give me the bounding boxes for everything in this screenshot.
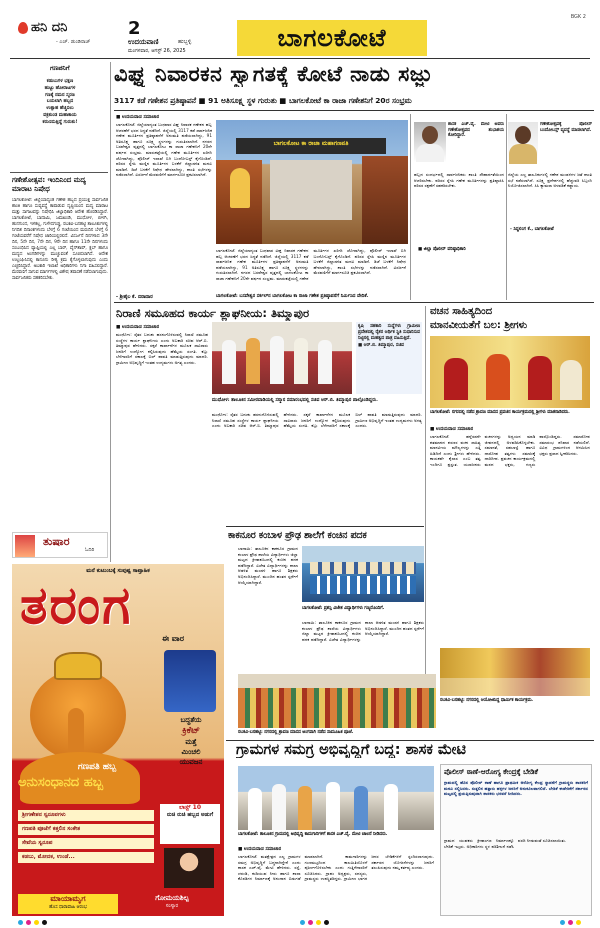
crowd-photo <box>238 674 436 728</box>
maya-box <box>18 894 118 914</box>
lead-body-col1: ಬಾಗಲಕೋಟೆ: ಜಿಲ್ಲೆಯಾದ್ಯಂತ ಬುಧವಾರ ವಿಘ್ನ ನಿವಾರಕ ಗಣೇಶನ ಹಬ್ಬ ಆಚರಣೆಗೆ ಭರದ ಸಿದ್ಧತೆ ನಡೆದಿದೆ. ಜಿಲ್ಲೆಯಲ್ಲಿ 3117 ಕಡೆ ಸಾರ್ವಜನಿಕ ಗಣೇಶ ಮೂರ್ತಿಗಳ ಪ್ರತಿಷ್ಠಾಪನೆಗೆ ಅನುಮತಿ ಪಡೆಯಲಾಗಿದ್ದು, 91 ಅತಿಸೂಕ್ಷ್ಮ ಹಾಗೂ ಸೂಕ್ಷ್ಮ ಸ್ಥಳಗಳನ್ನು ಗುರುತಿಸಲಾಗಿದೆ. ನಗರದ ಬಸವೇಶ್ವರ ವೃತ್ತದಲ್ಲಿ ಬಾಗಲಕೋಟ ಕಾ ರಾಜಾ ಗಣೇಶನಿಗೆ 20ನೇ ವರ್ಷದ ಸಂಭ್ರಮ. ಮಾರುಕಟ್ಟೆಯಲ್ಲಿ ಗಣೇಶ ಮೂರ್ತಿಗಳ ಖರೀದಿ ಜೋರಾಗಿದ್ದು, ಪೊಲೀಸ್ ಇಲಾಖೆ ಬಿಗಿ ಬಂದೋಬಸ್ತ್ ಕೈಗೊಂಡಿದೆ. ಪರಿಸರ ಸ್ನೇಹಿ ಮಣ್ಣಿನ ಮೂರ್ತಿಗಳ ಬಳಕೆಗೆ ಜಿಲ್ಲಾಡಳಿತ ಮನವಿ ಮಾಡಿದೆ. ಡಿಜೆ ಬಳಕೆಗೆ ನಿಷೇಧ ಹೇರಲಾಗಿದ್ದು, ಶಾಂತಿ ಸಭೆಗಳನ್ನು ನಡೆಸಲಾಗಿದೆ. ವಿಸರ್ಜನೆ ಮೆರವಣಿಗೆಗೆ ಮಾರ್ಗಸೂಚಿ ಪ್ರಕಟಿಸಲಾಗಿದೆ. <box>116 122 212 178</box>
officer-body: ಜಿಲ್ಲೆಯ ಎಲ್ಲ ತಾಲೂಕುಗಳಲ್ಲಿ ಗಣೇಶ ಮಂಡಳಿಗಳ ಜತೆ ಶಾಂತಿ ಸಭೆ ನಡೆಸಲಾಗಿದೆ. ಸೂಕ್ಷ್ಮ ಪ್ರದೇಶಗಳಲ್ಲಿ ಹೆಚ್ಚುವರಿ ಸಿಬ್ಬಂದಿ ನಿಯೋಜಿಸಲಾಗಿದೆ. ಸಿಸಿ ಕ್ಯಾಮರಾ ಅಳವಡಿಕೆ ಕಡ್ಡಾಯ. <box>508 172 592 189</box>
mla-caption: ಶಾಸಕ ಎಚ್.ವೈ. ಮೇಟಿ ಅವರು ಗಣೇಶೋತ್ಸವದ ಶುಭಾಶಯ ಕೋರಿದ್ದಾರೆ. <box>448 122 504 139</box>
feature-item: ಕಡಬು, ಮೋದಕ, ಉಂಡೆ... <box>18 852 154 863</box>
poem-line: ಹುಟ್ಟು ಹೋರಾಟಗಳ <box>44 85 76 91</box>
cricket-line: ಯುವಜನ <box>179 758 203 766</box>
officer-caption: ಗಣೇಶೋತ್ಸವಕ್ಕೆ ಪೊಲೀಸ್ ಬಂದೋಬಸ್ತ್ ವ್ಯವಸ್ಥೆ ಮಾಡಲಾಗಿದೆ. <box>540 122 592 133</box>
kanchana-caption: ಬಾಗಲಕೋಟೆ: ಪ್ರಶಸ್ತಿ ವಿಜೇತ ವಿದ್ಯಾರ್ಥಿಗಳು ಗಣ್ಯರೊಂದಿಗೆ. <box>302 606 385 611</box>
mid-quote: ಕೃಷಿ ಸಹಕಾರಿ ಸಂಸ್ಥೆಗಳು ಗ್ರಾಮೀಣ ಪ್ರದೇಶದಲ್ಲಿ ರೈತರ ಆರ್ಥಿಕ ಸ್ಥಿತಿ ಸುಧಾರಿಸುವ ನಿಟ್ಟಿನಲ್ಲಿ ಮಹತ್ವದ ಪಾತ್ರ ವಹಿಸುತ್ತಿವೆ. <box>358 324 420 341</box>
water-drop-icon <box>18 22 28 34</box>
section-banner-title: ಬಾಗಲಕೋಟೆ <box>277 24 387 52</box>
poem-title: ಗಣಪನಿಗೆ <box>50 64 70 72</box>
feature-item: ಗಣಪತಿ ಪೂಜೆಗೆ ಕತ್ತಲಿನ ಸಂಕೇತ <box>18 824 154 835</box>
last10-promo <box>160 804 220 844</box>
ganapati-big-title: ಅನುಸಂಧಾನದ ಹಬ್ಬ <box>18 775 104 790</box>
left-story-body: ಬಾಗಲಕೋಟೆ: ಜಿಲ್ಲೆಯಾದ್ಯಂತ ಗಣೇಶ ಹಬ್ಬದ ಪ್ರಯುಕ್ತ ಸಾರ್ವಜನಿಕ ಶಾಂತಿ ಹಾಗೂ ಸುವ್ಯವಸ್ಥೆ ಕಾಪಾಡುವ ದೃಷ್ಟಿಯಿಂದ ಮದ್ಯ ಮಾರಾಟ ಮತ್ತು ಸಾಗಾಟವನ್ನು ನಿಷೇಧಿಸಿ ಜಿಲ್ಲಾಧಿಕಾರಿ ಆದೇಶ ಹೊರಡಿಸಿದ್ದಾರೆ. ಬಾಗಲಕೋಟೆ, ಬಾದಾಮಿ, ಜಮಖಂಡಿ, ಮುಧೋಳ, ಬೀಳಗಿ, ಹುನಗುಂದ, ಇಳಕಲ್ಲ, ಗುಳೇದಗುಡ್ಡ, ರಬಕವಿ-ಬನಹಟ್ಟಿ ತಾಲೂಕುಗಳಲ್ಲಿ ನಿಗದಿತ ದಿನಾಂಕಗಳಂದು ಬೆಳಗ್ಗೆ 6 ಗಂಟೆಯಿಂದ ಮರುದಿನ ಬೆಳಗ್ಗೆ 6 ಗಂಟೆಯವರೆಗೆ ನಿಷೇಧ ಜಾರಿಯಲ್ಲಿರಲಿದೆ. ವಿಸರ್ಜನೆ ದಿನಗಳಾದ 3ನೇ ದಿನ, 5ನೇ ದಿನ, 7ನೇ ದಿನ, 9ನೇ ದಿನ ಹಾಗೂ 11ನೇ ದಿನಗಳಂದು ಸಂಬಂಧಿಸಿದ ವ್ಯಾಪ್ತಿಯಲ್ಲಿ ಎಲ್ಲ ಬಾರ್, ವೈನ್‌ಶಾಪ್, ಕ್ಲಬ್ ಹಾಗೂ ಮದ್ಯದ ಅಂಗಡಿಗಳನ್ನು ಮುಚ್ಚುವಂತೆ ಸೂಚಿಸಲಾಗಿದೆ. ಆದೇಶ ಉಲ್ಲಂಘಿಸಿದಲ್ಲಿ ಕಾನೂನು ರೀತ್ಯ ಕ್ರಮ ಕೈಗೊಳ್ಳಲಾಗುವುದು ಎಂದು ಎಚ್ಚರಿಸಿದ್ದಾರೆ. ಅಬಕಾರಿ ಇಲಾಖೆ ಅಧಿಕಾರಿಗಳು ನಿಗಾ ವಹಿಸಲಿದ್ದಾರೆ. ಮೆರವಣಿಗೆ ಸಾಗುವ ಮಾರ್ಗಗಳಲ್ಲಿ ವಿಶೇಷ ತಪಾಸಣೆ ನಡೆಸಲಾಗುವುದು. ಸಾರ್ವಜನಿಕರು ಸಹಕರಿಸಬೇಕು. <box>12 198 108 281</box>
gome-subtitle: ಸಂಸ್ಕಾರ <box>165 903 179 909</box>
kanchana-headline: ಕಾಕನೂರ ಕಂಬಾಳ ಪ್ರೌಢ ಶಾಲೆಗೆ ಕಂಚಿನ ಪದಕ <box>228 530 367 541</box>
mla-byline: ■ ಜಿಲ್ಲಾ ಪೊಲೀಸ್ ವರಿಷ್ಠಾಧಿಕಾರಿ <box>418 247 466 252</box>
lead-headline: ವಿಘ್ನ ನಿವಾರಕನ ಸ್ವಾಗತಕ್ಕೆ ಕೋಟೆ ನಾಡು ಸಜ್ಜು <box>114 62 433 86</box>
issue-date: ಮಂಗಳವಾರ, ಆಗಸ್ಟ್ 26, 2025 <box>128 48 186 54</box>
lead-photo <box>216 120 408 244</box>
mid-photo-caption: ಮುಧೋಳ: ತಾಲೂಕಿನ ಸಮೀರವಾಡಿಯಲ್ಲಿ ಸನ್ಮಾನ ಸಮಾರಂಭದಲ್ಲಿ ಸಚಿವ ಆರ್.ಬಿ. ತಿಮ್ಮಾಪುರ ಪಾಲ್ಗೊಂಡಿದ್ದರು. <box>212 398 378 403</box>
brand-subtitle: - ಎಚ್. ಡುಂಡಿರಾಜ್ <box>56 39 91 45</box>
lead-byline: - ಶ್ರೀಶೈಲ ಕೆ. ಬಿರಾದಾರ <box>116 295 153 300</box>
brand-title: ಹನಿ ದನಿ <box>31 20 68 35</box>
cricket-line: ಮತ್ತೆ <box>185 738 197 746</box>
page-number: 2 <box>128 18 141 39</box>
tushara-cover <box>15 535 35 557</box>
taranga-tagline: ಮನೆ ಕುಟುಂಬಕ್ಕೆ ಸುಪುಷ್ಟ ಸಾಪ್ತಾಹಿಕ <box>86 568 150 574</box>
vachana-photo-2 <box>440 648 590 696</box>
feature-list <box>18 810 154 866</box>
poem-line: ಉತ್ಸಾಹ ಹೆಚ್ಚಿಸಲು <box>46 106 74 112</box>
page-code: BGK 2 <box>570 14 586 20</box>
tushara-ad <box>12 532 108 558</box>
officer-byline: - ಸಿದ್ದಲಿಂಗ ಕೆ., ಬಾಗಲಕೋಟೆ <box>510 227 554 232</box>
registration-marks <box>0 918 600 928</box>
last10-label: ಲಾಸ್ಟ್ 10 <box>178 804 201 811</box>
taranga-issue: ಈ ವಾರ <box>162 634 184 643</box>
officer-photo <box>508 122 538 164</box>
poem-line: ಕಡುಬುಗಳ ಭಕ್ಷಣ <box>46 79 74 84</box>
police-headline: ಪೊಲೀಸ್ ಠಾಣೆ-ಆರೋಗ್ಯ ಕೇಂದ್ರಕ್ಕೆ ಬೇಡಿಕೆ <box>444 768 538 776</box>
cricket-line: ಬದ್ಧತೆಯ <box>180 716 202 724</box>
taranga-ad <box>12 564 224 916</box>
left-story-headline: ಗಣೇಶೋತ್ಸವ: ಇಂದಿನಿಂದ ಮದ್ಯ ಮಾರಾಟ ನಿಷೇಧ <box>12 176 86 193</box>
feature-item: ಸೇವೆಯ ಸ್ವರೂಪ <box>18 838 154 849</box>
mid-quote-box <box>356 322 422 394</box>
vachana-headline-1: ವಚನ ಸಾಹಿತ್ಯದಿಂದ <box>430 306 493 317</box>
lead-subhead: 3117 ಕಡೆ ಗಣೇಶನ ಪ್ರತಿಷ್ಠಾಪನೆ ■ 91 ಅತಿಸೂಕ್ಷ್ಮ ಸ್ಥಳ ಗುರುತು ■ ಬಾಗಲಕೋಟೆ ಕಾ ರಾಜಾ ಗಣೇಶನಿಗೆ 20ರ ಸಂಭ್ರಮ <box>114 96 412 105</box>
feature-item: ಶ್ರೀಗಣೇಶನ ಸ್ವರೂಪಗಳು <box>18 810 154 821</box>
cricket-promo <box>160 650 222 802</box>
section-banner <box>237 20 427 56</box>
mid-body-col2: ಮುಧೋಳ: ರೈತರ ಬದುಕು ಹಸನುಗೊಳಿಸುವಲ್ಲಿ ನಿರಾಣಿ ಸಮೂಹ ಸಂಸ್ಥೆಗಳ ಕಾರ್ಯ ಶ್ಲಾಘನೀಯ ಎಂದು ಅಬಕಾರಿ ಸಚಿವ ಆರ್.ಬಿ. ತಿಮ್ಮಾಪುರ ಹೇಳಿದರು. ಸಕ್ಕರೆ ಕಾರ್ಖಾನೆಗಳ ಮೂಲಕ ಸಾವಿರಾರು ಜನರಿಗೆ ಉದ್ಯೋಗ ಕಲ್ಪಿಸಿರುವುದು ಹೆಮ್ಮೆಯ ಸಂಗತಿ. ಕಬ್ಬು ಬೆಳೆಗಾರರಿಗೆ ಸಕಾಲಕ್ಕೆ ಬಿಲ್ ಪಾವತಿ ಮಾಡುತ್ತಿರುವುದು ಮಾದರಿ. ಗ್ರಾಮೀಣ ಅಭಿವೃದ್ಧಿಗೆ ಇಂತಹ ಉದ್ಯಮಗಳು ಅಗತ್ಯ ಎಂದರು. <box>212 412 422 429</box>
cricketer-photo <box>164 650 216 712</box>
cricket-line: ಮಿಂಚಲಿ <box>181 748 201 756</box>
masthead <box>0 0 600 58</box>
brand-block <box>18 20 118 50</box>
maya-subtitle: ಹೊಸ ಧಾರಾವಾಹಿ ಆರಂಭ <box>49 905 87 910</box>
poem-box <box>12 62 108 170</box>
lead-body-col2: ಬಾಗಲಕೋಟೆ: ಜಿಲ್ಲೆಯಾದ್ಯಂತ ಬುಧವಾರ ವಿಘ್ನ ನಿವಾರಕ ಗಣೇಶನ ಹಬ್ಬ ಆಚರಣೆಗೆ ಭರದ ಸಿದ್ಧತೆ ನಡೆದಿದೆ. ಜಿಲ್ಲೆಯಲ್ಲಿ 3117 ಕಡೆ ಸಾರ್ವಜನಿಕ ಗಣೇಶ ಮೂರ್ತಿಗಳ ಪ್ರತಿಷ್ಠಾಪನೆಗೆ ಅನುಮತಿ ಪಡೆಯಲಾಗಿದ್ದು, 91 ಅತಿಸೂಕ್ಷ್ಮ ಹಾಗೂ ಸೂಕ್ಷ್ಮ ಸ್ಥಳಗಳನ್ನು ಗುರುತಿಸಲಾಗಿದೆ. ನಗರದ ಬಸವೇಶ್ವರ ವೃತ್ತದಲ್ಲಿ ಬಾಗಲಕೋಟ ಕಾ ರಾಜಾ ಗಣೇಶನಿಗೆ 20ನೇ ವರ್ಷದ ಸಂಭ್ರಮ. ಮಾರುಕಟ್ಟೆಯಲ್ಲಿ ಗಣೇಶ ಮೂರ್ತಿಗಳ ಖರೀದಿ ಜೋರಾಗಿದ್ದು, ಪೊಲೀಸ್ ಇಲಾಖೆ ಬಿಗಿ ಬಂದೋಬಸ್ತ್ ಕೈಗೊಂಡಿದೆ. ಪರಿಸರ ಸ್ನೇಹಿ ಮಣ್ಣಿನ ಮೂರ್ತಿಗಳ ಬಳಕೆಗೆ ಜಿಲ್ಲಾಡಳಿತ ಮನವಿ ಮಾಡಿದೆ. ಡಿಜೆ ಬಳಕೆಗೆ ನಿಷೇಧ ಹೇರಲಾಗಿದ್ದು, ಶಾಂತಿ ಸಭೆಗಳನ್ನು ನಡೆಸಲಾಗಿದೆ. ವಿಸರ್ಜನೆ ಮೆರವಣಿಗೆಗೆ ಮಾರ್ಗಸೂಚಿ ಪ್ರಕಟಿಸಲಾಗಿದೆ. <box>216 248 406 281</box>
woman-photo <box>164 848 214 888</box>
gome-title: ಗೋಮಯಶಿಲ್ಪ <box>155 894 189 902</box>
cricket-line: ಕ್ರಿಕೆಟ್ <box>182 726 200 736</box>
poem-line: ಗಣಕ್ಕೆ ನಮನ ಸ್ಮರಣ <box>45 92 75 98</box>
tushara-title: ತುಷಾರ <box>43 535 70 548</box>
ganapati-banner: ಗಣಪತಿ ಹಬ್ಬ <box>77 762 117 772</box>
mla-body: ಹಬ್ಬದ ಸಂದರ್ಭದಲ್ಲಿ ಸಾರ್ವಜನಿಕರು ಶಾಂತಿ ಸೌಹಾರ್ದತೆಯಿಂದ ಆಚರಿಸಬೇಕು. ಪರಿಸರ ಸ್ನೇಹಿ ಗಣೇಶ ಮೂರ್ತಿಗಳನ್ನು ಪ್ರತಿಷ್ಠಾಪಿಸಿ ಪರಿಸರ ರಕ್ಷಣೆಗೆ ಸಹಕರಿಸಬೇಕು. <box>414 172 504 189</box>
gome-box <box>124 894 220 914</box>
mid-dateline: ■ ಉದಯವಾಣಿ ಸಮಾಚಾರ <box>116 325 160 330</box>
vachana-dateline: ■ ಉದಯವಾಣಿ ಸಮಾಚಾರ <box>430 427 474 432</box>
lead-photo-caption: ಬಾಗಲಕೋಟೆ: ಬಸವೇಶ್ವರ ಸರ್ಕಲ್‌ನ ಬಾಗಲಕೋಟ ಕಾ ರಾಜಾ ಗಣೇಶ ಪ್ರತಿಷ್ಠಾಪನೆಗೆ ನಿರ್ಮಿಸಿದ ವೇದಿಕೆ. <box>216 294 369 299</box>
paper-edition: ಹುಬ್ಬಳ್ಳಿ <box>178 39 192 45</box>
vachana-headline-2: ಮಾನವೀಯತೆಗೆ ಬಲ: ಶ್ರೀಗಳು <box>430 320 528 331</box>
police-body-2: ಗ್ರಾಮದ ಯುವಕರು ಕ್ರೀಡಾಂಗಣ ನಿರ್ಮಾಣಕ್ಕೂ ಬೇಡಿಕೆ ಇಟ್ಟರು. ಅಧಿಕಾರಿಗಳು ಸ್ಥಳ ಪರಿಶೀಲನೆ ನಡೆಸಿ ವರದಿ ನೀಡುವಂತೆ ಸೂಚಿಸಲಾಯಿತು. <box>444 838 567 849</box>
mla-photo <box>414 122 446 162</box>
paper-name: ಉದಯವಾಣಿ <box>128 38 159 46</box>
vachana-photo <box>430 336 590 408</box>
poem-line: ವಕ್ರತುಂಡ ಮಹಾಕಾಯ <box>43 112 77 118</box>
kanchana-caption-2: ರಬಕವಿ-ಬನಹಟ್ಟಿ: ನಗರದಲ್ಲಿ ಶ್ರಾವಣ ಮಾಸದ ಅಂಗವಾಗಿ ನಡೆದ ಸಾಮೂಹಿಕ ಪೂಜೆ. <box>238 730 354 735</box>
mid-headline: ನಿರಾಣಿ ಸಮೂಹದ ಕಾರ್ಯ ಶ್ಲಾಘನೀಯ: ತಿಮ್ಮಾಪುರ <box>116 306 310 320</box>
mid-body-col1: ಮುಧೋಳ: ರೈತರ ಬದುಕು ಹಸನುಗೊಳಿಸುವಲ್ಲಿ ನಿರಾಣಿ ಸಮೂಹ ಸಂಸ್ಥೆಗಳ ಕಾರ್ಯ ಶ್ಲಾಘನೀಯ ಎಂದು ಅಬಕಾರಿ ಸಚಿವ ಆರ್.ಬಿ. ತಿಮ್ಮಾಪುರ ಹೇಳಿದರು. ಸಕ್ಕರೆ ಕಾರ್ಖಾನೆಗಳ ಮೂಲಕ ಸಾವಿರಾರು ಜನರಿಗೆ ಉದ್ಯೋಗ ಕಲ್ಪಿಸಿರುವುದು ಹೆಮ್ಮೆಯ ಸಂಗತಿ. ಕಬ್ಬು ಬೆಳೆಗಾರರಿಗೆ ಸಕಾಲಕ್ಕೆ ಬಿಲ್ ಪಾವತಿ ಮಾಡುತ್ತಿರುವುದು ಮಾದರಿ. ಗ್ರಾಮೀಣ ಅಭಿವೃದ್ಧಿಗೆ ಇಂತಹ ಉದ್ಯಮಗಳು ಅಗತ್ಯ ಎಂದರು. <box>116 332 208 365</box>
last10-title: ರುಚಿ ರುಚಿ ಹಬ್ಬದ ಅಡುಗೆ <box>166 812 214 818</box>
bottom-dateline: ■ ಉದಯವಾಣಿ ಸಮಾಚಾರ <box>238 847 282 852</box>
mid-photo <box>212 322 352 394</box>
kanchana-photo <box>302 546 424 602</box>
vachana-caption-2: ರಬಕವಿ-ಬನಹಟ್ಟಿ: ನಗರದಲ್ಲಿ ಆಯೋಜಿಸಿದ್ದ ಧಾರ್ಮಿಕ ಕಾರ್ಯಕ್ರಮ. <box>440 698 534 703</box>
kanchana-body-2: ಬಾದಾಮಿ: ತಾಲೂಕಿನ ಕಾಕನೂರ ಗ್ರಾಮದ ಕಂಬಾಳ ಪ್ರೌಢ ಶಾಲೆಯ ವಿದ್ಯಾರ್ಥಿಗಳು ಜಿಲ್ಲಾ ಮಟ್ಟದ ಕ್ರೀಡಾಕೂಟದಲ್ಲಿ ಕಂಚಿನ ಪದಕ ಪಡೆದಿದ್ದಾರೆ. ವಿಜೇತ ವಿದ್ಯಾರ್ಥಿಗಳನ್ನು ಶಾಲಾ ಆಡಳಿತ ಮಂಡಳಿ ಹಾಗೂ ಶಿಕ್ಷಕರು ಅಭಿನಂದಿಸಿದ್ದಾರೆ. ಮುಂದಿನ ಹಂತದ ಸ್ಪರ್ಧೆಗೆ ಆಯ್ಕೆಯಾಗಿದ್ದಾರೆ. <box>302 620 424 642</box>
lead-photo-sign: ಬಾಗಲಕೋಟ ಕಾ ರಾಜಾ ಮಹಾಗಣಪತಿ <box>273 140 349 147</box>
poem-line: ಬಯಲಾಗಿ ಹಬ್ಬದ <box>46 99 74 105</box>
bottom-headline: ಗ್ರಾಮಗಳ ಸಮಗ್ರ ಅಭಿವೃದ್ಧಿಗೆ ಬದ್ಧ: ಶಾಸಕ ಮೇಟಿ <box>236 742 466 758</box>
taranga-logo: ತರಂಗ <box>20 576 133 636</box>
maya-title: ಮಾಯಾಮೃಗ <box>50 894 86 903</box>
police-box <box>440 764 592 916</box>
bottom-photo-caption: ಬಾಗಲಕೋಟೆ: ತಾಲೂಕಿನ ಗ್ರಾಮದಲ್ಲಿ ಅಭಿವೃದ್ಧಿ ಕಾಮಗಾರಿಗಳಿಗೆ ಶಾಸಕ ಎಚ್.ವೈ. ಮೇಟಿ ಚಾಲನೆ ನೀಡಿದರು. <box>238 832 388 837</box>
kanchana-body: ಬಾದಾಮಿ: ತಾಲೂಕಿನ ಕಾಕನೂರ ಗ್ರಾಮದ ಕಂಬಾಳ ಪ್ರೌಢ ಶಾಲೆಯ ವಿದ್ಯಾರ್ಥಿಗಳು ಜಿಲ್ಲಾ ಮಟ್ಟದ ಕ್ರೀಡಾಕೂಟದಲ್ಲಿ ಕಂಚಿನ ಪದಕ ಪಡೆದಿದ್ದಾರೆ. ವಿಜೇತ ವಿದ್ಯಾರ್ಥಿಗಳನ್ನು ಶಾಲಾ ಆಡಳಿತ ಮಂಡಳಿ ಹಾಗೂ ಶಿಕ್ಷಕರು ಅಭಿನಂದಿಸಿದ್ದಾರೆ. ಮುಂದಿನ ಹಂತದ ಸ್ಪರ್ಧೆಗೆ ಆಯ್ಕೆಯಾಗಿದ್ದಾರೆ. <box>238 546 298 585</box>
mid-quote-by: ■ ಆರ್.ಬಿ. ತಿಮ್ಮಾಪುರ, ಸಚಿವ <box>358 343 404 349</box>
lead-dateline: ■ ಉದಯವಾಣಿ ಸಮಾಚಾರ <box>116 115 160 120</box>
tushara-subtitle: ಓದಿರಿ <box>85 547 95 553</box>
poem-line: ಕರುಣಿಸುತ್ತಿದ್ದೆ ಗುರುತು! <box>42 119 78 125</box>
bottom-body: ಬಾಗಲಕೋಟೆ: ಮತಕ್ಷೇತ್ರದ ಎಲ್ಲ ಗ್ರಾಮಗಳ ಸಮಗ್ರ ಅಭಿವೃದ್ಧಿಗೆ ಬದ್ಧನಾಗಿದ್ದೇನೆ ಎಂದು ಶಾಸಕ ಎಚ್.ವೈ. ಮೇಟಿ ಹೇಳಿದರು. ರಸ್ತೆ, ಚರಂಡಿ, ಕುಡಿಯುವ ನೀರು ಹಾಗೂ ಶಾಲಾ ಕೊಠಡಿಗಳ ನಿರ್ಮಾಣಕ್ಕೆ ಅನುದಾನ ಬಿಡುಗಡೆ ಮಾಡಲಾಗಿದೆ. ಕಾಮಗಾರಿಗಳನ್ನು ಗುಣಮಟ್ಟದಿಂದ ಕಾಲಮಿತಿಯೊಳಗೆ ಪೂರ್ಣಗೊಳಿಸಬೇಕು ಎಂದು ಗುತ್ತಿಗೆದಾರರಿಗೆ ಸೂಚಿಸಿದರು. ಗ್ರಾಪಂ ಅಧ್ಯಕ್ಷರು, ಸದಸ್ಯರು, ಗ್ರಾಮಸ್ಥರು ಉಪಸ್ಥಿತರಿದ್ದರು. ಗ್ರಾಮೀಣ ಭಾಗದ ಜನರ ಬೇಡಿಕೆಗಳಿಗೆ ಸ್ಪಂದಿಸಲಾಗುವುದು. ಸರ್ಕಾರದ ಯೋಜನೆಗಳನ್ನು ಜನರಿಗೆ ತಲುಪಿಸುವುದು ನಮ್ಮ ಕರ್ತವ್ಯ ಎಂದರು. <box>238 854 434 882</box>
vachana-body: ಬಾಗಲಕೋಟೆ: ಹನ್ನೆರಡನೇ ಶತಮಾನದ ಶರಣರ ವಚನ ಸಾಹಿತ್ಯ ಮಾನವೀಯ ಮೌಲ್ಯಗಳನ್ನು ಎತ್ತಿ ಹಿಡಿದಿದೆ ಎಂದು ಶ್ರೀಗಳು ಹೇಳಿದರು. ಕಾಯಕವೇ ಕೈಲಾಸ ಎಂಬ ತತ್ವ ಇಂದಿಗೂ ಪ್ರಸ್ತುತ. ಯುವಜನರು ವಚನಗಳನ್ನು ಅಧ್ಯಯನ ಮಾಡಿ ಜೀವನದಲ್ಲಿ ಅಳವಡಿಸಿಕೊಳ್ಳಬೇಕು. ಸಮಾನತೆ, ಸಹಬಾಳ್ವೆ ಹಾಗೂ ದಾಸೋಹ ತತ್ವಗಳು ಸಮಾಜಕ್ಕೆ ದಾರಿದೀಪ. ಪ್ರವಚನ ಕಾರ್ಯಕ್ರಮದಲ್ಲಿ ಮಠದ ಭಕ್ತರು, ಗಣ್ಯರು ಪಾಲ್ಗೊಂಡಿದ್ದರು. ಸಮಾರೋಪ ಸಮಾರಂಭ ಶನಿವಾರ ನಡೆಯಲಿದೆ. ವಿವಿಧ ಗ್ರಾಮಗಳಿಂದ ಆಗಮಿಸಿದ ಭಕ್ತರು ಪ್ರಸಾದ ಸ್ವೀಕರಿಸಿದರು. <box>430 434 590 467</box>
bottom-photo <box>238 766 434 830</box>
police-body: ಗ್ರಾಮದಲ್ಲಿ ಹೊಸ ಪೊಲೀಸ್ ಠಾಣೆ ಹಾಗೂ ಪ್ರಾಥಮಿಕ ಆರೋಗ್ಯ ಕೇಂದ್ರ ಸ್ಥಾಪನೆಗೆ ಗ್ರಾಮಸ್ಥರು ಶಾಸಕರಿಗೆ ಮನವಿ ಸಲ್ಲಿಸಿದರು. ಸುತ್ತಲಿನ ಹತ್ತಾರು ಹಳ್ಳಿಗಳ ಜನರಿಗೆ ಅನುಕೂಲವಾಗಲಿದೆ. ಬೇಡಿಕೆ ಈಡೇರಿಕೆಗೆ ಸರ್ಕಾರದ ಮಟ್ಟದಲ್ಲಿ ಪ್ರಯತ್ನಿಸುವುದಾಗಿ ಶಾಸಕರು ಭರವಸೆ ನೀಡಿದರು. <box>444 780 588 797</box>
vachana-caption: ಬಾಗಲಕೋಟೆ: ನಗರದಲ್ಲಿ ನಡೆದ ಶ್ರಾವಣ ಮಾಸದ ಪ್ರವಚನ ಕಾರ್ಯಕ್ರಮದಲ್ಲಿ ಶ್ರೀಗಳು ಮಾತನಾಡಿದರು. <box>430 410 570 415</box>
